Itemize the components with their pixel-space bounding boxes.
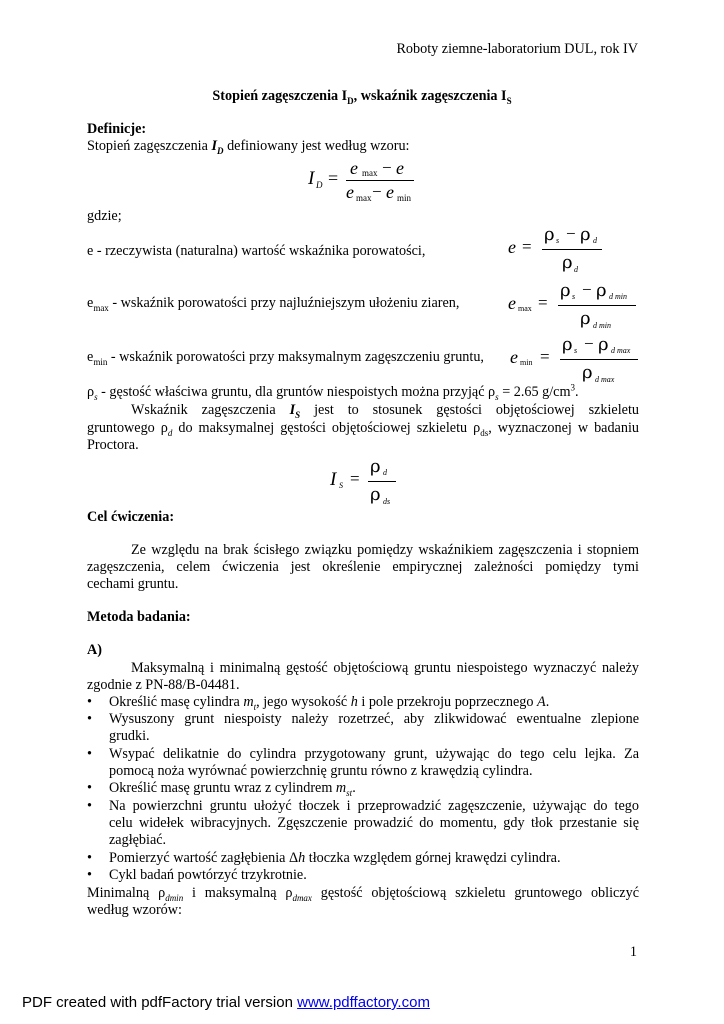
e-definition: e - rzeczywista (naturalna) wartość wskaźnika porowatości, (87, 243, 426, 259)
is-paragraph-line1: Wskaźnik zagęszczenia $I_S$ jest to stosunek gęstości objętościowej szkieletu (131, 402, 640, 420)
bullet-marker: • (87, 850, 92, 866)
formula-id: I D = e max − e e max − e min (308, 158, 428, 208)
bullet-5-line3: zagłębiać. (109, 832, 167, 848)
bullet-marker: • (87, 746, 92, 762)
is-paragraph-line2: gruntowego $\rho_d$ do maksymalnej gęstości objętościowej szkieletu $\rho_{ds}$, wyznaczonej w badaniu (87, 420, 639, 438)
goal-line3: cechami gruntu. (87, 576, 179, 592)
rho-s-definition: $\rho_s$ - gęstość właściwa gruntu, dla gruntów niespoistych można przyjąć $\rho_s = 2.65$ $g/cm^3$. (87, 382, 579, 402)
bullet-3-line2: pomocą noża wyrównać powierzchnię gruntu równo z krawędzią cylindra. (109, 763, 533, 779)
bullet-marker: • (87, 694, 92, 710)
page-title: Stopień zagęszczenia $I_D$, wskaźnik zagęszczenia $I_S$ (212, 88, 512, 106)
bullet-marker: • (87, 798, 92, 814)
bullet-5-line1: Na powierzchni gruntu ułożyć tłoczek i przeprowadzić zagęszczenie, używając do tego (109, 798, 639, 814)
method-heading: Metoda badania: (87, 609, 191, 625)
bullet-marker: • (87, 711, 92, 727)
bullet-2-line1: Wysuszony grunt niespoisty należy rozetrzeć, aby zlikwidować ewentualne zlepione (109, 711, 639, 727)
bullet-1: Określić masę cylindra $m_t$, jego wysokość h i pole przekroju poprzecznego A. (109, 694, 550, 712)
formula-is: I S = ρ d ρ ds (330, 456, 410, 508)
bullet-7: Cykl badań powtórzyć trzykrotnie. (109, 867, 307, 883)
page-number: 1 (629, 944, 637, 960)
method-p1-line2: zgodnie z PN-88/B-04481. (87, 677, 240, 693)
method-final-line2: według wzorów: (87, 902, 182, 918)
pdf-footer: PDF created with pdfFactory trial version www.pdffactory.com (22, 994, 430, 1011)
goal-heading: Cel ćwiczenia: (87, 509, 175, 525)
method-final-line1: Minimalną $\rho_{dmin}$ i maksymalną $\rho_{dmax}$ gęstość objętościową szkieletu gruntowego obliczyć (87, 885, 639, 903)
definitions-intro: Stopień zagęszczenia $I_D$ definiowany jest według wzoru: (87, 138, 410, 156)
goal-line2: zagęszczenia, celem ćwiczenia jest określenie empirycznej zależności pomiędzy tymi (87, 559, 639, 575)
formula-e: e = ρ s − ρ d ρ d (508, 224, 608, 276)
bullet-6: Pomierzyć wartość zagłębienia Δh tłoczka względem górnej krawędzi cylindra. (109, 850, 561, 866)
bullet-3-line1: Wsypać delikatnie do cylindra przygotowany grunt, używając do tego celu lejka. Za (109, 746, 639, 762)
bullet-5-line2: celu widełek wibracyjnych. Zgęszczenie prowadzić do momentu, gdy tłok przestanie się (109, 815, 639, 831)
definitions-heading: Definicje: (87, 121, 147, 137)
goal-line1: Ze względu na brak ścisłego związku pomiędzy wskaźnikiem zagęszczenia i stopniem (131, 542, 639, 558)
formula-emax: e max = ρ s − ρ d min ρ d min (508, 280, 638, 332)
emax-definition: $e_{max}$ - wskaźnik porowatości przy najluźniejszym ułożeniu ziaren, (87, 295, 460, 313)
running-header: Roboty ziemne-laboratorium DUL, rok IV (396, 41, 638, 57)
is-paragraph-line3: Proctora. (87, 437, 139, 453)
bullet-marker: • (87, 780, 92, 796)
bullet-2-line2: grudki. (109, 728, 150, 744)
pdffactory-link[interactable]: www.pdffactory.com (297, 994, 430, 1011)
bullet-marker: • (87, 867, 92, 883)
method-p1-line1: Maksymalną i minimalną gęstość objętościową gruntu niespoistego wyznaczyć należy (131, 660, 639, 676)
method-subsection-a: A) (87, 642, 102, 658)
gdzie-label: gdzie; (87, 208, 122, 224)
formula-emin: e min = ρ s − ρ d max ρ d max (510, 334, 640, 386)
bullet-4: Określić masę gruntu wraz z cylindrem $m_{st}$. (109, 780, 356, 798)
emin-definition: $e_{min}$ - wskaźnik porowatości przy maksymalnym zagęszczeniu gruntu, (87, 349, 484, 367)
